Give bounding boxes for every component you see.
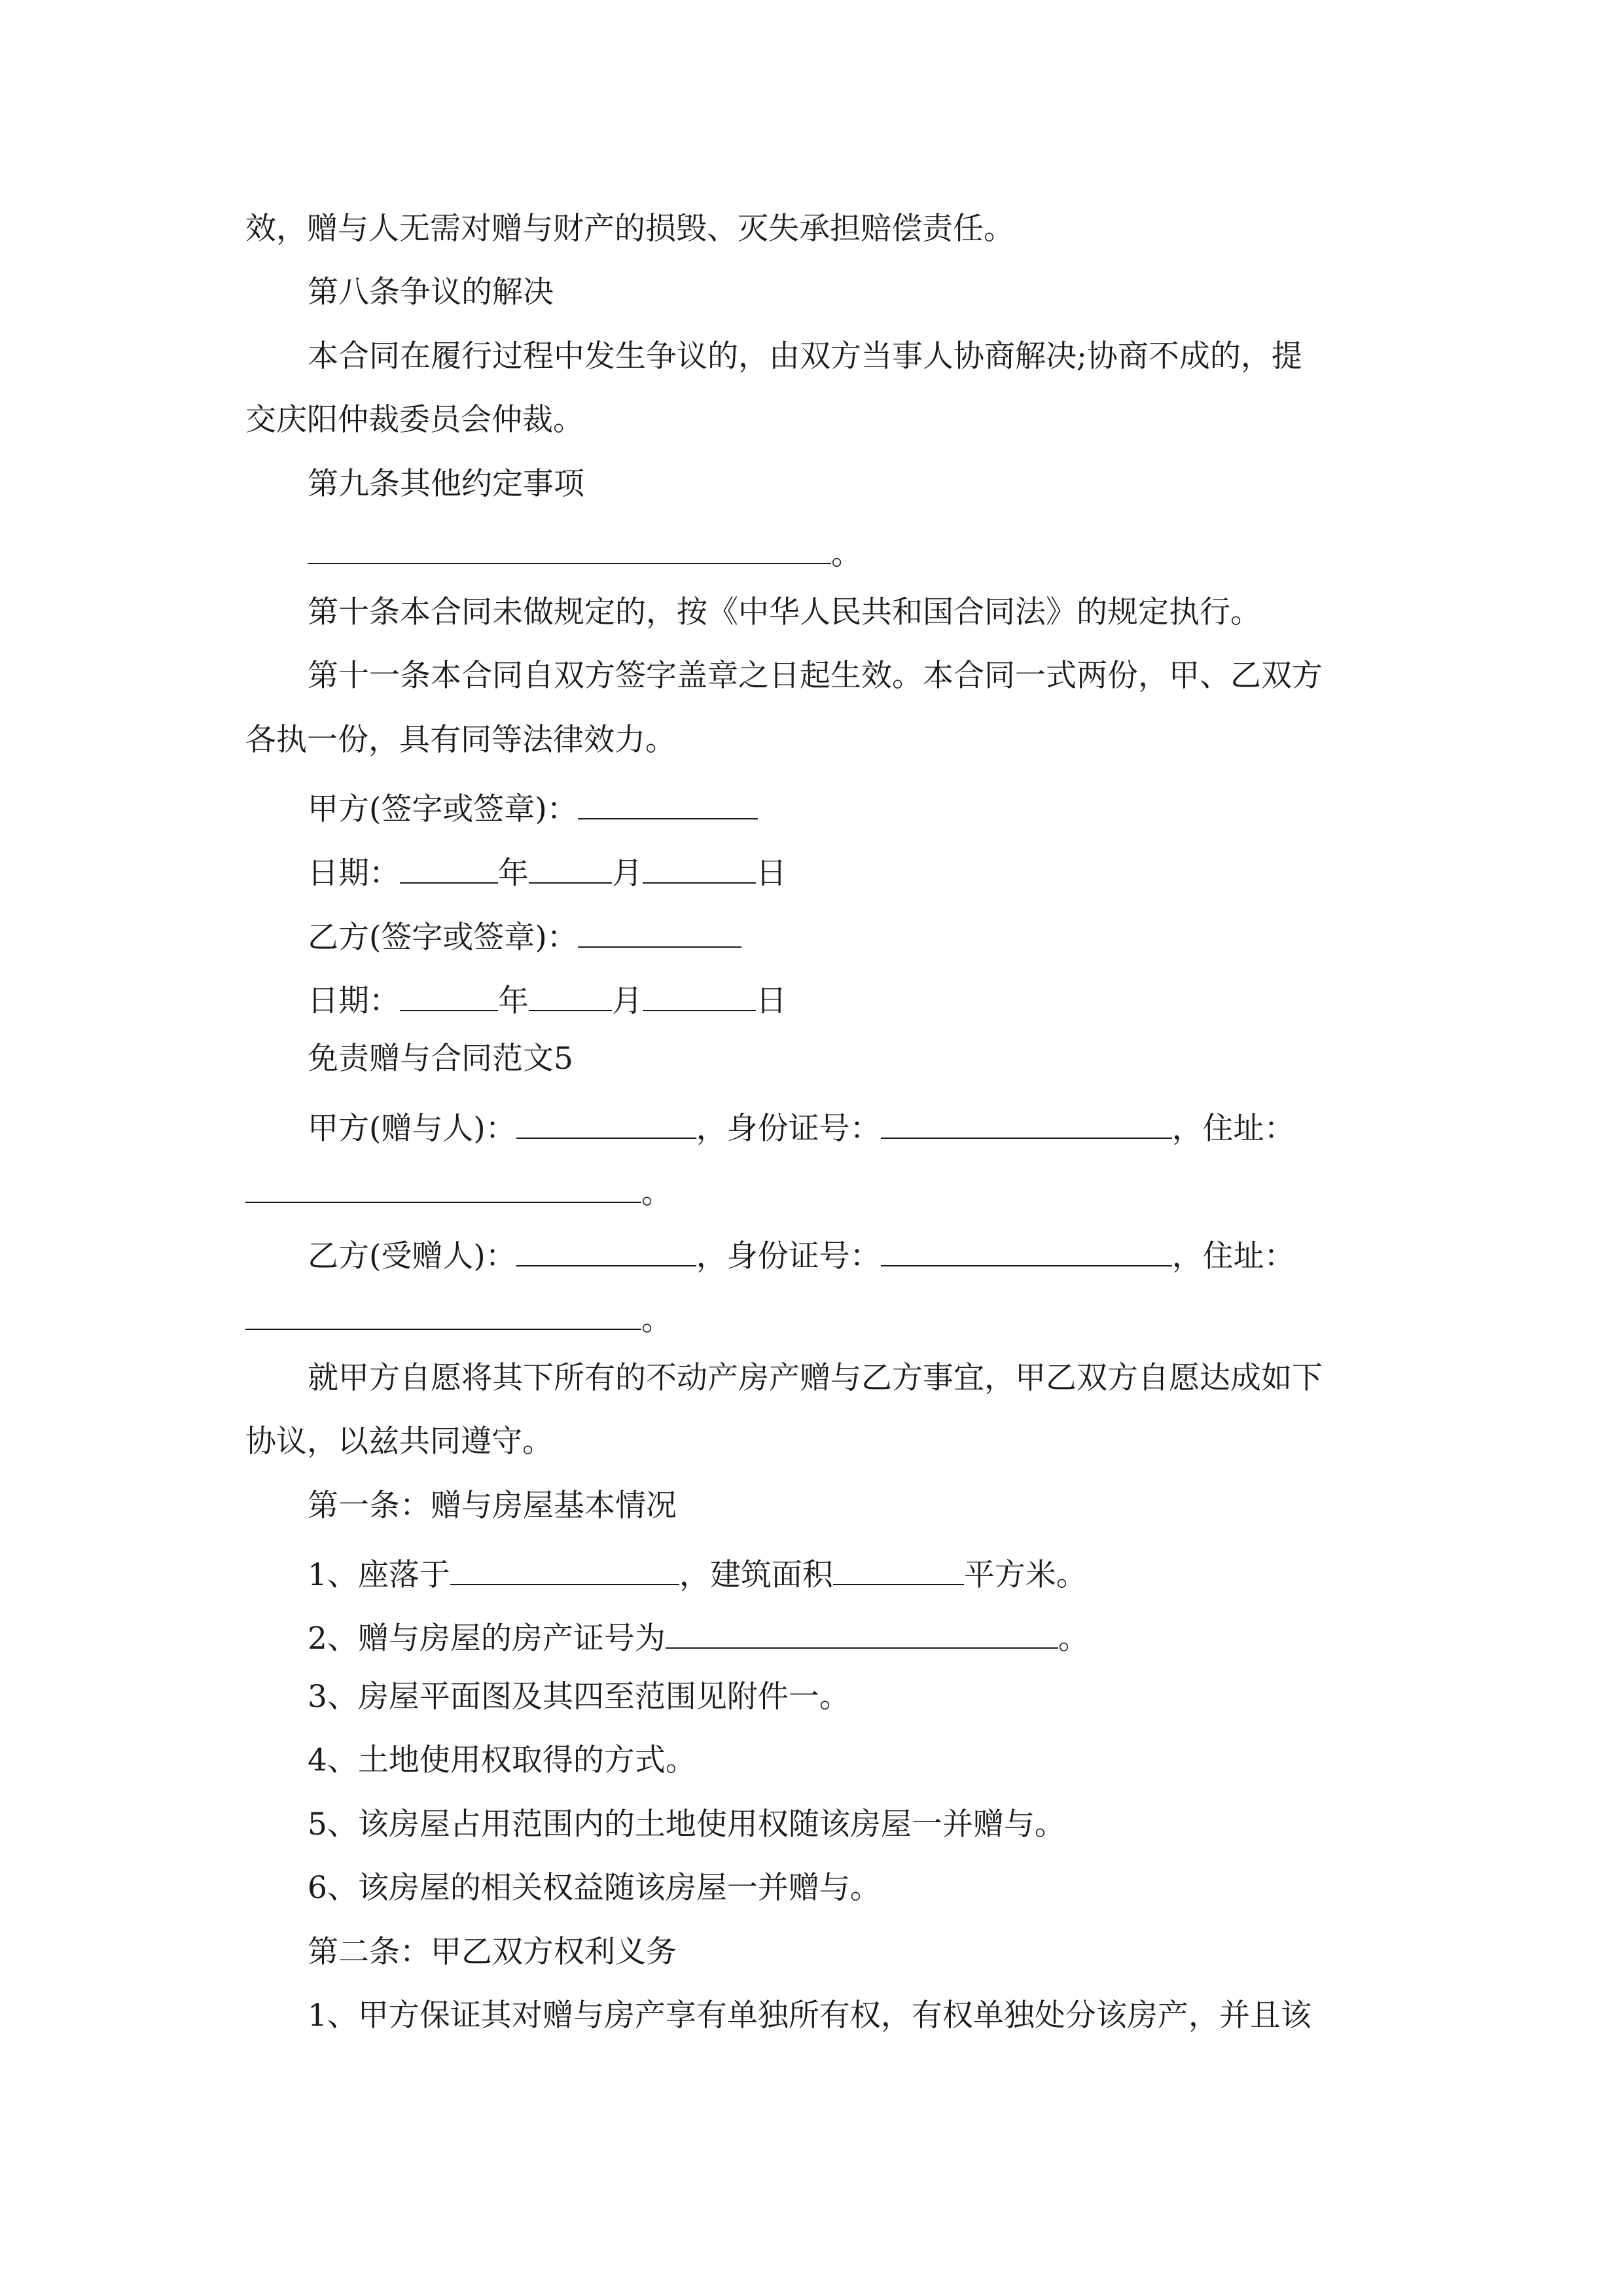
unit-label: 平方米。	[963, 1557, 1087, 1593]
donor-info-line	[308, 1092, 1295, 1155]
article-10: 第十条本合同未做规定的，按《中华人民共和国合同法》的规定执行。	[308, 594, 1261, 630]
date-line	[308, 836, 787, 899]
blank-field	[308, 517, 831, 564]
month-label: 月	[612, 855, 643, 891]
article-2-item-1: 1、甲方保证其对赠与房产享有单独所有权，有权单独处分该房产，并且该	[308, 1998, 1311, 2034]
party-b-sign-label: 乙方(签字或签章)：	[308, 920, 578, 956]
address-label: ，住址：	[1171, 1111, 1295, 1147]
day-field	[643, 964, 756, 1011]
date-line	[308, 964, 787, 1027]
location-field	[450, 1538, 679, 1585]
month-label: 月	[612, 983, 643, 1019]
period-mark: 。	[641, 1302, 672, 1338]
day-label: 日	[756, 855, 787, 891]
item-3: 3、房屋平面图及其四至范围见附件一。	[308, 1679, 850, 1715]
party-a-signature-line	[308, 772, 758, 835]
item-1	[308, 1538, 1087, 1601]
item-4: 4、土地使用权取得的方式。	[308, 1742, 696, 1778]
item-2	[308, 1602, 1089, 1664]
area-field	[833, 1538, 964, 1585]
text-line: 各执一份，具有同等法律效力。	[245, 722, 676, 758]
year-field	[400, 836, 498, 884]
address-label: ，住址：	[1171, 1238, 1295, 1274]
day-label: 日	[756, 983, 787, 1019]
text-line: 交庆阳仲裁委员会仲裁。	[245, 402, 584, 438]
signature-field	[578, 772, 758, 819]
sample-title: 免责赠与合同范文5	[308, 1041, 573, 1077]
address-field	[245, 1283, 641, 1330]
certificate-number-field	[666, 1602, 1058, 1649]
donor-label: 甲方(赠与人)：	[308, 1111, 516, 1147]
id-number-field	[881, 1219, 1172, 1266]
item-1-prefix: 1、座落于	[308, 1557, 450, 1593]
address-field	[245, 1156, 641, 1203]
donee-name-field	[516, 1219, 696, 1266]
area-label: ，建筑面积	[679, 1557, 833, 1593]
text-line: 效，赠与人无需对赠与财产的损毁、灭失承担赔偿责任。	[245, 211, 1014, 247]
intro-text: 就甲方自愿将其下所有的不动产房产赠与乙方事宜，甲乙双方自愿达成如下	[308, 1360, 1323, 1396]
party-a-sign-label: 甲方(签字或签章)：	[308, 791, 578, 827]
date-label: 日期：	[308, 983, 400, 1019]
date-label: 日期：	[308, 855, 400, 891]
article-1-heading: 第一条：赠与房屋基本情况	[308, 1488, 677, 1524]
article-2-heading: 第二条：甲乙双方权利义务	[308, 1934, 677, 1970]
period-mark: 。	[641, 1175, 672, 1211]
item-6: 6、该房屋的相关权益随该房屋一并赠与。	[308, 1870, 881, 1906]
donee-info-line	[308, 1219, 1295, 1282]
day-field	[643, 836, 756, 884]
party-b-signature-line	[308, 901, 741, 963]
period-mark: 。	[831, 536, 862, 572]
id-label: ，身份证号：	[696, 1238, 881, 1274]
item-5: 5、该房屋占用范围内的土地使用权随该房屋一并赠与。	[308, 1806, 1065, 1842]
month-field	[529, 836, 612, 884]
intro-text: 协议，以兹共同遵守。	[245, 1424, 553, 1460]
article-9-heading: 第九条其他约定事项	[308, 466, 584, 502]
text-line: 本合同在履行过程中发生争议的，由双方当事人协商解决;协商不成的，提	[308, 338, 1302, 374]
donee-address-line	[245, 1283, 672, 1346]
id-label: ，身份证号：	[696, 1111, 881, 1147]
donee-label: 乙方(受赠人)：	[308, 1238, 516, 1274]
item-2-prefix: 2、赠与房屋的房产证号为	[308, 1621, 666, 1657]
article-8-heading: 第八条争议的解决	[308, 274, 554, 310]
year-field	[400, 964, 498, 1011]
blank-line	[308, 517, 862, 580]
id-number-field	[881, 1092, 1172, 1139]
year-label: 年	[498, 855, 529, 891]
month-field	[529, 964, 612, 1011]
donor-address-line	[245, 1156, 672, 1219]
period-mark: 。	[1058, 1621, 1089, 1657]
article-11: 第十一条本合同自双方签字盖章之日起生效。本合同一式两份，甲、乙双方	[308, 658, 1323, 694]
year-label: 年	[498, 983, 529, 1019]
donor-name-field	[516, 1092, 696, 1139]
signature-field	[578, 901, 741, 948]
